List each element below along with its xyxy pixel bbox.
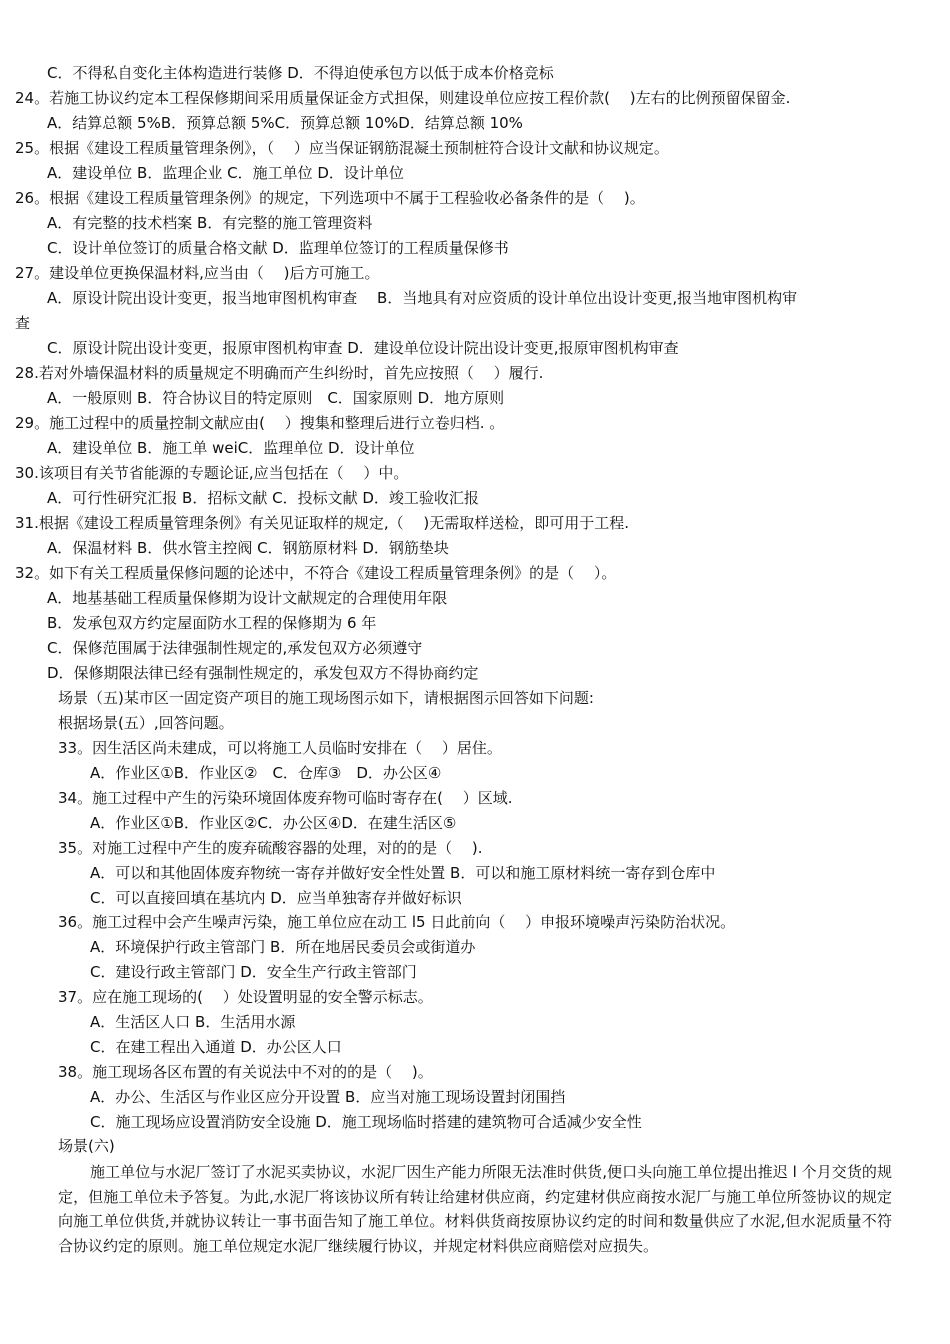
- q32-question: 32。如下有关工程质量保修问题的论述中，不符合《建设工程质量管理条例》的是（ ）。: [15, 564, 617, 582]
- q32-option-d: D．保修期限法律已经有强制性规定的，承发包双方不得协商约定: [47, 664, 479, 682]
- q37-options-cd: C．在建工程出入通道 D．办公区人口: [90, 1038, 342, 1056]
- q24-options: A．结算总额 5%B．预算总额 5%C．预算总额 10%D．结算总额 10%: [47, 114, 523, 132]
- q33-options: A．作业区①B．作业区② C．仓库③ D．办公区④: [90, 764, 442, 782]
- q32-option-a: A．地基基础工程质量保修期为设计文献规定的合理使用年限: [47, 589, 448, 607]
- q38-options-ab: A．办公、生活区与作业区应分开设置 B．应当对施工现场设置封闭围挡: [90, 1088, 566, 1106]
- q27-options-cd: C．原设计院出设计变更，报原审图机构审查 D．建设单位设计院出设计变更,报原审图机构审查: [47, 339, 679, 357]
- q33-question: 33。因生活区尚未建成，可以将施工人员临时安排在（ ）居住。: [58, 739, 502, 757]
- q37-options-ab: A．生活区人口 B．生活用水源: [90, 1013, 296, 1031]
- q36-question: 36。施工过程中会产生噪声污染，施工单位应在动工 l5 日此前向（ ）申报环境噪声污染防治状况。: [58, 913, 736, 931]
- q32-option-c: C．保修范围属于法律强制性规定的,承发包双方必须遵守: [47, 639, 423, 657]
- q26-options-ab: A．有完整的技术档案 B．有完整的施工管理资料: [47, 214, 373, 232]
- q25-options: A．建设单位 B．监理企业 C．施工单位 D．设计单位: [47, 164, 404, 182]
- q25-question: 25。根据《建设工程质量管理条例》，（ ）应当保证钢筋混凝土预制桩符合设计文献和协议规定。: [15, 139, 669, 157]
- q27-options-ab: A．原设计院出设计变更，报当地审图机构审查 B．当地具有对应资质的设计单位出设计变更,报当地审图机构审: [47, 289, 798, 307]
- q35-options-ab: A．可以和其他固体废弃物统一寄存并做好安全性处置 B．可以和施工原材料统一寄存到仓库中: [90, 864, 716, 882]
- q38-question: 38。施工现场各区布置的有关说法中不对的的是（ )。: [58, 1063, 433, 1081]
- q31-options: A．保温材料 B．供水管主控阀 C．钢筋原材料 D．钢筋垫块: [47, 539, 449, 557]
- q36-options-ab: A．环境保护行政主管部门 B．所在地居民委员会或街道办: [90, 938, 476, 956]
- q24-question: 24。若施工协议约定本工程保修期间采用质量保证金方式担保，则建设单位应按工程价款( )左右的比例预留保留金.: [15, 89, 791, 107]
- q31-question: 31.根据《建设工程质量管理条例》有关见证取样的规定,（ )无需取样送检，即可用于工程.: [15, 514, 630, 532]
- scenario-6-heading: 场景(六): [58, 1137, 115, 1155]
- q29-options: A．建设单位 B．施工单 weiC．监理单位 D．设计单位: [47, 439, 415, 457]
- q30-question: 30.该项目有关节省能源的专题论证,应当包括在（ ）中。: [15, 464, 409, 482]
- q37-question: 37。应在施工现场的( ）处设置明显的安全警示标志。: [58, 988, 433, 1006]
- scenario-5-instruction: 根据场景(五）,回答问题。: [58, 714, 234, 732]
- q32-option-b: B．发承包双方约定屋面防水工程的保修期为 6 年: [47, 614, 377, 632]
- q29-question: 29。施工过程中的质量控制文献应由( ）搜集和整理后进行立卷归档. 。: [15, 414, 505, 432]
- q35-question: 35。对施工过程中产生的废弃硫酸容器的处理，对的的是（ ).: [58, 839, 483, 857]
- q36-options-cd: C．建设行政主管部门 D．安全生产行政主管部门: [90, 963, 417, 981]
- q28-question: 28.若对外墙保温材料的质量规定不明确而产生纠纷时，首先应按照（ ）履行.: [15, 364, 544, 382]
- scenario-5-intro: 场景（五)某市区一固定资产项目的施工现场图示如下，请根据图示回答如下问题:: [58, 689, 594, 707]
- q26-question: 26。根据《建设工程质量管理条例》的规定，下列选项中不属于工程验收必备条件的是（ )。: [15, 189, 645, 207]
- q27-question: 27。建设单位更换保温材料,应当由（ )后方可施工。: [15, 264, 380, 282]
- q26-options-cd: C．设计单位签订的质量合格文献 D．监理单位签订的工程质量保修书: [47, 239, 509, 257]
- q30-options: A．可行性研究汇报 B．招标文献 C．投标文献 D．竣工验收汇报: [47, 489, 479, 507]
- q35-options-cd: C．可以直接回填在基坑内 D．应当单独寄存并做好标识: [90, 889, 462, 907]
- q38-options-cd: C．施工现场应设置消防安全设施 D．施工现场临时搭建的建筑物可合适减少安全性: [90, 1113, 642, 1131]
- q27-options-ab-cont: 查: [15, 314, 31, 332]
- scenario-6-paragraph: 施工单位与水泥厂签订了水泥买卖协议，水泥厂因生产能力所限无法准时供货,便口头向施工单位提出推迟 l 个月交货的规定，但施工单位未予答复。为此,水泥厂将该协议所有转让给建材供应商，约定建材供应商按水泥厂与施工单位所签协议的规定向施工单位供货,并就协议转让一事书面告知了施工单位。材料供货商按原协议约定的时间和数量供应了水泥,但水泥质量不符合协议约定的原则。施工单位规定水泥厂继续履行协议，并规定材料供应商赔偿对应损失。: [58, 1163, 892, 1255]
- q34-options: A．作业区①B．作业区②C．办公区④D．在建生活区⑤: [90, 814, 457, 832]
- q23-options-cd: C．不得私自变化主体构造进行装修 D．不得迫使承包方以低于成本价格竞标: [47, 64, 554, 82]
- q28-options: A．一般原则 B．符合协议目的特定原则 C．国家原则 D．地方原则: [47, 389, 505, 407]
- q34-question: 34。施工过程中产生的污染环境固体废弃物可临时寄存在( ）区域.: [58, 789, 513, 807]
